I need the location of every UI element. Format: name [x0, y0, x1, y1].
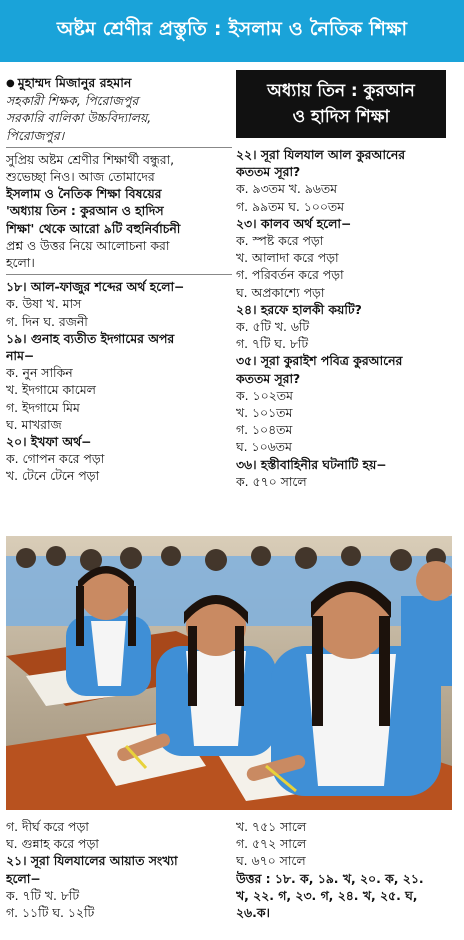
option-line: ঘ. ৬৭০ সালে — [236, 853, 306, 869]
option-line: গ. ১১টি ঘ. ১২টি — [6, 905, 95, 921]
option-line: খ. ৭৫১ সালে — [236, 819, 307, 834]
divider — [6, 147, 232, 148]
option-line: ঘ. ১০৬তম — [236, 439, 292, 455]
intro-line: ইসলাম ও নৈতিক শিক্ষা বিষয়ের — [6, 186, 162, 202]
option-line: ক. উষা খ. মাস — [6, 296, 82, 312]
question-list-left — [6, 278, 232, 484]
chapter-heading-line: ও হাদিস শিক্ষা — [292, 107, 390, 127]
question-list-bottom-left — [6, 818, 232, 921]
author-name: ● মুহাম্মদ মিজানুর রহমান — [6, 74, 232, 92]
exam-hall-photo — [6, 536, 452, 810]
divider — [6, 274, 232, 275]
option-line: ক. ৫টি খ. ৬টি — [236, 319, 310, 335]
bottom-left-column — [6, 818, 232, 921]
option-line: ঘ. মাখরাজ — [6, 416, 62, 432]
author-bio-line: পিরোজপুর। — [6, 127, 65, 143]
option-line: ক. গোপন করে পড়া — [6, 451, 105, 467]
option-line: গ. ৫৭২ সালে — [236, 836, 307, 852]
answer-key-line: খ, ২২. গ, ২৩. গ, ২৪. খ, ২৫. ঘ, — [236, 887, 418, 903]
option-line: গ. ৭টি ঘ. ৮টি — [236, 336, 309, 352]
question-list-right — [236, 146, 458, 490]
chapter-heading-box — [236, 70, 446, 138]
question-line: কততম সূরা? — [236, 370, 301, 386]
intro-line: শিক্ষা' থেকে আরো ৯টি বহুনির্বাচনী — [6, 220, 181, 236]
question-line: ২৪। হরফে হালকী কয়টি? — [236, 301, 362, 317]
option-line: গ. ১০৪তম — [236, 422, 293, 438]
question-list-bottom-right — [236, 818, 458, 870]
question-line: ২৩। কালব অর্থ হলো− — [236, 215, 352, 231]
option-line: খ. ১০১তম — [236, 405, 293, 421]
option-line: গ. দীর্ঘ করে পড়া — [6, 819, 89, 834]
option-line: ক. স্পষ্ট করে পড়া — [236, 233, 324, 249]
intro-line: 'অধ্যায় তিন : কুরআন ও হাদিস — [6, 203, 164, 219]
question-line: হলো− — [6, 870, 41, 886]
option-line: গ. পরিবর্তন করে পড়া — [236, 267, 344, 283]
question-line: ২০। ইখফা অর্থ− — [6, 434, 92, 450]
option-line: ঘ. অপ্রকাশ্যে পড়া — [236, 284, 325, 300]
option-line: ক. নুন সাকিন — [6, 365, 73, 381]
left-column — [6, 74, 232, 485]
question-line: নাম− — [6, 348, 35, 364]
question-line: কততম সূরা? — [236, 164, 301, 180]
right-column — [236, 146, 458, 490]
answer-key-line — [236, 870, 458, 887]
intro-line: শুভেচ্ছা নিও। আজ তোমাদের — [6, 169, 155, 185]
option-line: খ. আলাদা করে পড়া — [236, 250, 339, 266]
answer-key-label: উত্তর : — [236, 870, 271, 886]
option-line: খ. টেনে টেনে পড়া — [6, 468, 100, 484]
author-bio-line: সরকারি বালিকা উচ্চবিদ্যালয়, — [6, 110, 152, 126]
question-line: ২২। সূরা যিলযাল আল কুরআনের — [236, 147, 406, 162]
option-line: ক. ৫৭০ সালে — [236, 473, 307, 489]
option-line: খ. ইদগামে কামেল — [6, 382, 96, 398]
intro-line: প্রশ্ন ও উত্তর নিয়ে আলোচনা করা — [6, 237, 170, 253]
intro-line: সুপ্রিয় অষ্টম শ্রেণীর শিক্ষার্থী বন্ধুরা, — [6, 151, 175, 167]
question-line: ২১। সূরা যিলযালের আয়াত সংখ্যা — [6, 853, 178, 869]
option-line: গ. দিন ঘ. রজনী — [6, 313, 88, 329]
author-bio-line: সহকারী শিক্ষক, পিরোজপুর — [6, 93, 139, 109]
option-line: গ. ৯৯তম ঘ. ১০০তম — [236, 198, 345, 214]
page-title: অষ্টম শ্রেণীর প্রস্তুতি : ইসলাম ও নৈতিক শিক্ষা — [56, 18, 408, 40]
title-banner — [0, 0, 464, 62]
option-line: ক. ৭টি খ. ৮টি — [6, 887, 80, 903]
bottom-right-column — [236, 818, 458, 921]
chapter-heading-line: অধ্যায় তিন : কুরআন — [267, 81, 415, 101]
answer-key-text: ১৮. ক, ১৯. খ, ২০. ক, ২১. — [270, 870, 424, 886]
question-line: ৩৬। হস্তীবাহিনীর ঘটনাটি হয়− — [236, 456, 387, 472]
option-line: ক. ৯৩তম খ. ৯৬তম — [236, 181, 338, 197]
intro-line: হলো। — [6, 255, 35, 271]
option-line: গ. ইদগামে মিম — [6, 399, 80, 415]
question-line: ১৯। গুনাহ ব্যতীত ইদগামের অপর — [6, 330, 175, 346]
answer-key-line: ২৬.ক। — [236, 905, 270, 921]
question-line: ১৮। আল-ফাজুর শব্দের অর্থ হলো− — [6, 279, 185, 295]
option-line: ক. ১০২তম — [236, 387, 293, 403]
question-line: ৩৫। সূরা কুরাইশ পবিত্র কুরআনের — [236, 353, 403, 369]
option-line: ঘ. গুন্নাহ করে পড়া — [6, 836, 99, 852]
